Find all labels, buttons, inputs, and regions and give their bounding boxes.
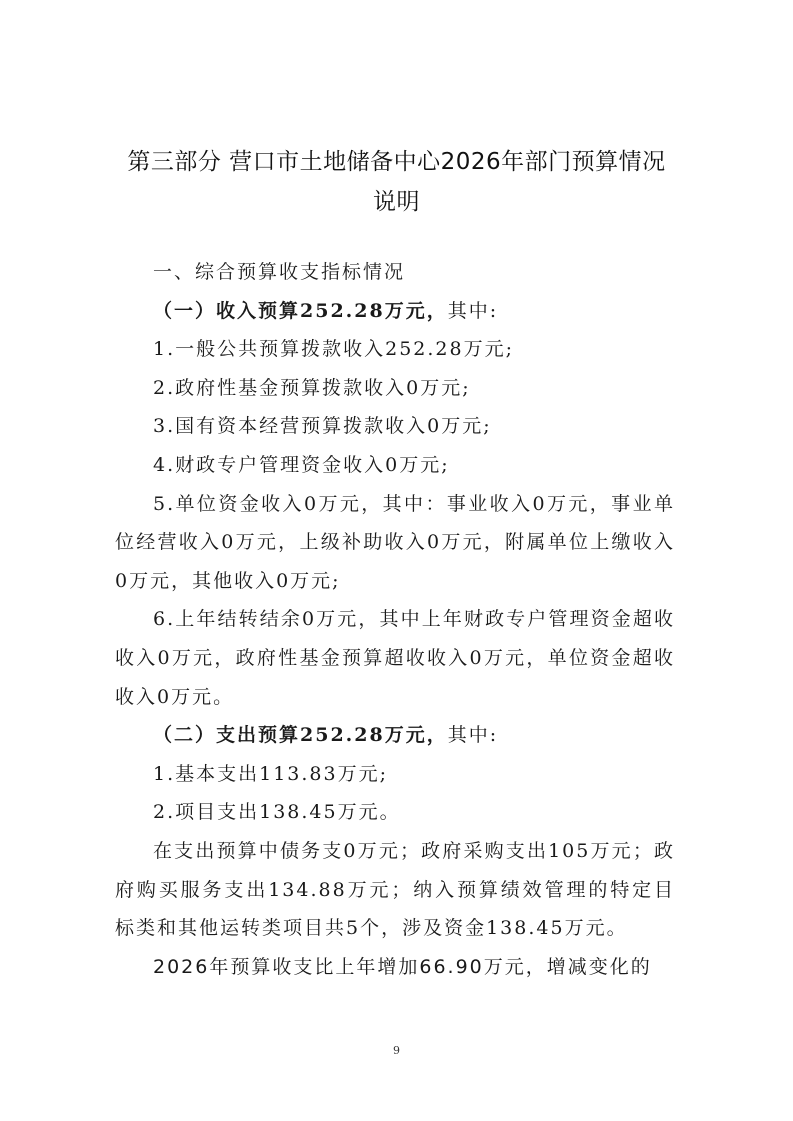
section-heading-1: 一、综合预算收支指标情况 — [153, 261, 406, 283]
expense-heading-tail: 其中: — [447, 724, 499, 747]
income-item-6: 6.上年结转结余0万元，其中上年财政专户管理资金超收收入0万元，政府性基金预算超收收入0万元，单位资金超收收入0万元。 — [115, 608, 675, 708]
change-note: 2026年预算收支比上年增加66.90万元，增减变化的 — [153, 955, 652, 978]
page-title — [100, 142, 693, 222]
expense-heading-bold: （二）支出预算252.28万元， — [153, 724, 448, 747]
income-heading — [115, 292, 675, 331]
income-item-5: 5.单位资金收入0万元，其中：事业收入0万元，事业单位经营收入0万元，上级补助收入0万元，附属单位上缴收入0万元，其他收入0万元; — [115, 492, 675, 592]
title-line-2: 说明 — [373, 189, 420, 215]
page-number: 9 — [393, 1044, 400, 1057]
document-body — [115, 253, 675, 986]
expense-item-1: 1.基本支出113.83万元; — [153, 762, 389, 785]
income-item-3: 3.国有资本经营预算拨款收入0万元; — [153, 415, 492, 438]
income-item-1: 1.一般公共预算拨款收入252.28万元; — [153, 338, 515, 361]
title-line-1: 第三部分 营口市土地储备中心2026年部门预算情况 — [127, 149, 666, 175]
income-item-2: 2.政府性基金预算拨款收入0万元; — [153, 376, 471, 399]
expense-item-2: 2.项目支出138.45万元。 — [153, 801, 401, 824]
income-heading-bold: （一）收入预算252.28万元， — [153, 299, 448, 322]
expense-note: 在支出预算中债务支0万元；政府采购支出105万元；政府购买服务支出134.88万元；纳入预算绩效管理的特定目标类和其他运转类项目共5个，涉及资金138.45万元。 — [115, 839, 675, 940]
income-heading-tail: 其中: — [447, 299, 499, 322]
income-item-4: 4.财政专户管理资金收入0万元; — [153, 453, 450, 476]
expense-heading — [115, 716, 675, 755]
